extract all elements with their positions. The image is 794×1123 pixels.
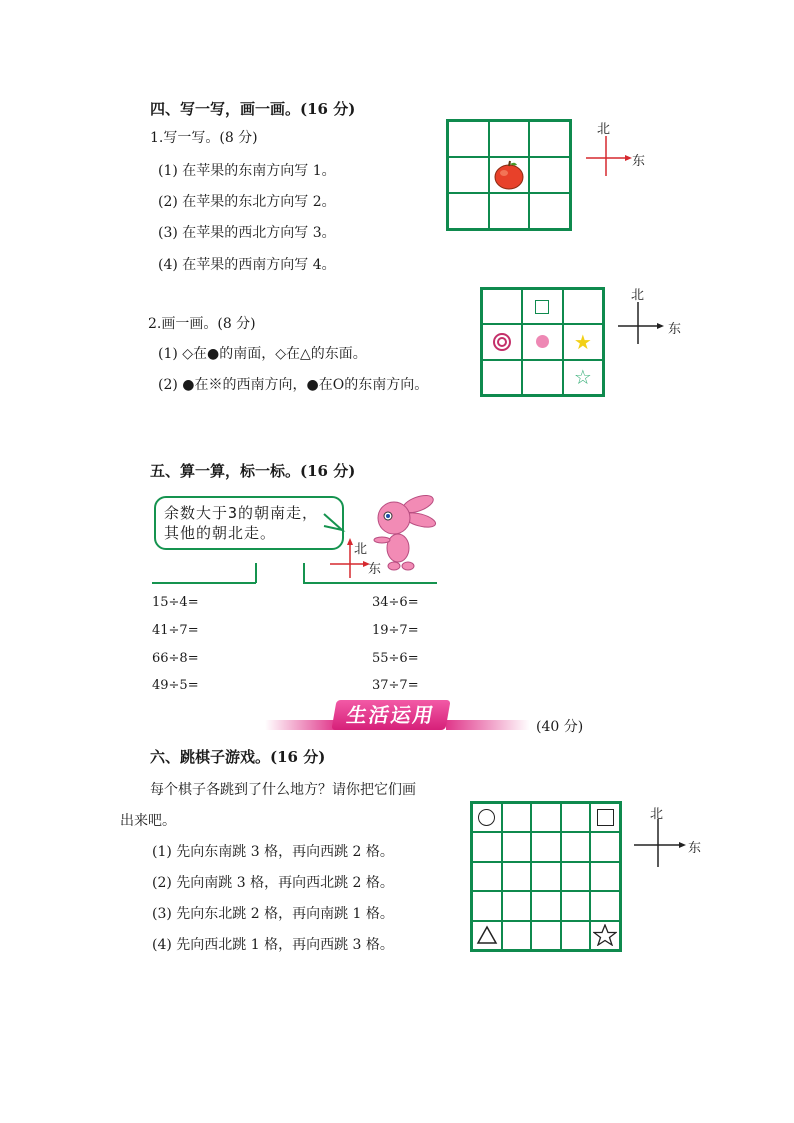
division-problem: 34÷6= [372, 595, 419, 610]
sec6-item: (1) 先向东南跳 3 格，再向西跳 2 格。 [152, 844, 394, 860]
sec6-item: (2) 先向南跳 3 格，再向西北跳 2 格。 [152, 875, 394, 891]
symbol-grid [480, 287, 605, 397]
triangle-piece-icon [476, 925, 498, 945]
q2-title: 2.画一画。(8 分) [148, 316, 256, 332]
grid-cell[interactable] [531, 803, 561, 832]
compass-red [582, 118, 652, 180]
q1-item: (2) 在苹果的东北方向写 2。 [158, 194, 336, 210]
q2-item: (2) ●在※的西南方向，●在O的东南方向。 [158, 377, 429, 393]
compass-east-label: 东 [688, 841, 702, 856]
q1-title: 1.写一写。(8 分) [150, 130, 258, 146]
grid-cell-square [590, 803, 620, 832]
compass-east-label: 东 [668, 322, 682, 337]
compass-east-label: 东 [368, 562, 382, 577]
compass-arrows-icon [582, 118, 652, 180]
grid-cell[interactable] [502, 921, 532, 950]
compass-arrows-icon [630, 801, 710, 871]
grid-cell[interactable] [561, 921, 591, 950]
division-problem: 19÷7= [372, 623, 419, 638]
grid-cell-dot [522, 324, 562, 359]
apple-icon [493, 160, 525, 190]
square-outline-icon [535, 300, 549, 314]
ground-line-right [303, 582, 437, 584]
q1-item: (3) 在苹果的西北方向写 3。 [158, 225, 336, 241]
ground-post-right [303, 563, 305, 583]
division-problem: 66÷8= [152, 651, 199, 666]
compass-arrows-icon [612, 284, 692, 350]
star-piece-icon [593, 924, 617, 946]
q2-item: (1) ◇在●的南面，◇在△的东面。 [158, 346, 367, 362]
q1-item: (4) 在苹果的西南方向写 4。 [158, 257, 336, 273]
grid-cell[interactable] [561, 832, 591, 861]
grid-cell[interactable] [489, 193, 530, 229]
section-4-title: 四、写一写，画一画。(16 分) [150, 100, 356, 118]
grid-cell[interactable] [482, 360, 522, 395]
section-5-title: 五、算一算，标一标。(16 分) [150, 462, 356, 480]
grid-cell[interactable] [531, 862, 561, 891]
grid-cell[interactable] [448, 121, 489, 157]
grid-cell[interactable] [489, 121, 530, 157]
grid-cell[interactable] [531, 921, 561, 950]
division-problem: 15÷4= [152, 595, 199, 610]
grid-cell-star-outline [563, 360, 603, 395]
speech-bubble [154, 496, 344, 550]
grid-cell[interactable] [502, 803, 532, 832]
ground-post-left [255, 563, 257, 583]
grid-cell[interactable] [502, 862, 532, 891]
compass-north-label: 北 [650, 807, 664, 822]
banner-label: 生活运用 [331, 700, 450, 730]
grid-cell[interactable] [561, 862, 591, 891]
bubble-line: 余数大于3的朝南走， [164, 504, 319, 522]
grid-cell-square [522, 289, 562, 324]
grid-cell[interactable] [590, 891, 620, 920]
grid-cell[interactable] [590, 832, 620, 861]
circle-piece-icon [478, 809, 495, 826]
grid-cell-ring [482, 324, 522, 359]
grid-cell-apple [489, 157, 530, 193]
bubble-tail-icon [322, 512, 346, 536]
section-6-title: 六、跳棋子游戏。(16 分) [150, 748, 326, 766]
square-piece-icon [597, 809, 614, 826]
division-problem: 49÷5= [152, 678, 199, 693]
banner-bar-left [265, 720, 337, 730]
grid-cell[interactable] [529, 193, 570, 229]
grid-cell[interactable] [561, 803, 591, 832]
compass-north-label: 北 [631, 288, 645, 303]
grid-cell[interactable] [502, 891, 532, 920]
double-circle-icon [493, 333, 511, 351]
pink-dot-icon [536, 335, 549, 348]
division-problem: 41÷7= [152, 623, 199, 638]
grid-cell[interactable] [561, 891, 591, 920]
grid-cell[interactable] [502, 832, 532, 861]
grid-cell-circle [472, 803, 502, 832]
grid-cell[interactable] [472, 891, 502, 920]
grid-cell[interactable] [590, 862, 620, 891]
sec6-item: (3) 先向东北跳 2 格，再向南跳 1 格。 [152, 906, 394, 922]
compass-north-label: 北 [597, 122, 611, 137]
grid-cell[interactable] [472, 832, 502, 861]
compass-black-2 [630, 801, 710, 871]
grid-cell[interactable] [448, 193, 489, 229]
grid-cell[interactable] [529, 157, 570, 193]
star-outline-icon: ☆ [573, 365, 592, 390]
sec6-item: (4) 先向西北跳 1 格，再向西跳 3 格。 [152, 937, 394, 953]
compass-north-label: 北 [354, 542, 368, 557]
grid-cell-triangle [472, 921, 502, 950]
bubble-line: 其他的朝北走。 [164, 524, 277, 542]
compass-red-small [326, 538, 386, 582]
grid-cell[interactable] [531, 832, 561, 861]
compass-black [612, 284, 692, 350]
banner-points: (40 分) [536, 719, 584, 735]
grid-cell-star [590, 921, 620, 950]
checker-grid [470, 801, 622, 952]
star-filled-icon: ★ [573, 329, 592, 354]
grid-cell[interactable] [529, 121, 570, 157]
grid-cell-star-filled [563, 324, 603, 359]
division-problem: 55÷6= [372, 651, 419, 666]
grid-cell[interactable] [472, 862, 502, 891]
ground-line-left [152, 582, 256, 584]
q1-item: (1) 在苹果的东南方向写 1。 [158, 163, 336, 179]
grid-cell[interactable] [531, 891, 561, 920]
grid-cell[interactable] [563, 289, 603, 324]
grid-cell[interactable] [482, 289, 522, 324]
banner-bar-right [446, 720, 530, 730]
grid-cell[interactable] [522, 360, 562, 395]
compass-east-label: 东 [632, 154, 646, 169]
division-problem: 37÷7= [372, 678, 419, 693]
sec6-intro: 出来吧。 [120, 813, 176, 829]
grid-cell[interactable] [448, 157, 489, 193]
apple-grid [446, 119, 572, 231]
sec6-intro: 每个棋子各跳到了什么地方？请你把它们画 [150, 782, 416, 798]
